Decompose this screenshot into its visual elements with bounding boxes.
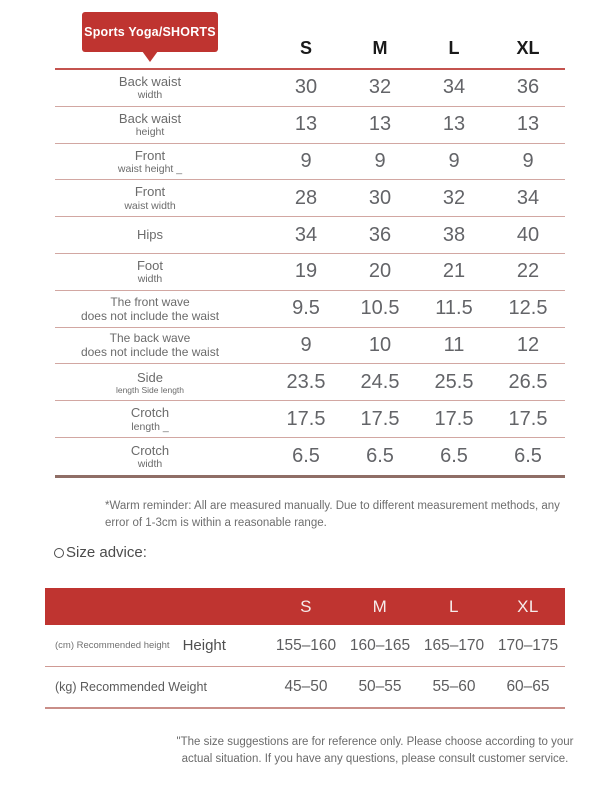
size-table-row — [55, 217, 565, 254]
value-cell: 13 — [368, 113, 392, 136]
size-columns — [269, 38, 565, 59]
measure-label-line2: waist height _ — [117, 162, 183, 175]
value-cell: 6.5 — [292, 444, 320, 467]
value-cell: 13 — [294, 113, 318, 136]
value-cell: 45–50 — [284, 678, 328, 695]
measure-label-line2: does not include the waist — [80, 308, 220, 323]
size-table-row — [55, 180, 565, 217]
value-cell: 11.5 — [435, 297, 473, 320]
value-cell: 34 — [442, 76, 466, 99]
measure-values — [269, 334, 565, 357]
advice-label — [45, 680, 269, 694]
advice-row — [45, 625, 565, 667]
size-table-row — [55, 364, 565, 401]
measure-values — [269, 150, 565, 173]
value-cell: 40 — [516, 223, 540, 246]
measure-label — [55, 184, 269, 212]
measure-values — [269, 408, 565, 431]
measure-label-line1: Front — [134, 147, 166, 163]
value-cell: 23.5 — [286, 370, 326, 393]
advice-column-header: L — [449, 596, 459, 616]
value-cell: 19 — [294, 260, 318, 283]
measure-label-line2: length _ — [131, 420, 169, 433]
product-tag — [82, 12, 218, 52]
value-cell: 6.5 — [366, 444, 394, 467]
circle-icon — [54, 548, 64, 558]
value-cell: 6.5 — [514, 444, 542, 467]
measure-label-line1: Back waist — [118, 110, 182, 126]
value-cell: 30 — [294, 76, 318, 99]
value-cell: 155–160 — [275, 636, 337, 654]
measure-label-line1: Front — [134, 184, 166, 200]
measure-label-line1: Crotch — [130, 442, 170, 458]
measure-label-line1: Back waist — [118, 74, 182, 90]
measure-label — [55, 148, 269, 176]
value-cell: 50–55 — [358, 678, 402, 695]
measure-label — [55, 405, 269, 433]
product-tag-label: Sports Yoga/SHORTS — [84, 25, 216, 39]
value-cell: 22 — [516, 260, 540, 283]
value-cell: 9 — [522, 149, 534, 172]
measure-label-line2: does not include the waist — [80, 345, 220, 360]
value-cell: 9 — [374, 149, 386, 172]
measure-label-line2: waist width — [124, 199, 176, 212]
value-cell: 160–165 — [349, 636, 411, 654]
value-cell: 170–175 — [497, 636, 559, 654]
value-cell: 24.5 — [360, 370, 400, 393]
measure-label-line2: height — [135, 126, 165, 139]
value-cell: 9 — [448, 149, 460, 172]
measure-label — [55, 331, 269, 359]
size-table-row — [55, 144, 565, 181]
measure-values — [269, 445, 565, 468]
measure-label — [55, 258, 269, 286]
measure-values — [269, 371, 565, 394]
advice-row — [45, 667, 565, 709]
measure-label — [55, 295, 269, 323]
value-cell: 17.5 — [360, 407, 400, 430]
value-cell: 20 — [368, 260, 392, 283]
measure-label-line1: Crotch — [130, 405, 170, 421]
value-cell: 55–60 — [432, 678, 476, 695]
measure-values — [269, 187, 565, 210]
advice-column-header: S — [300, 596, 312, 616]
measure-label — [55, 111, 269, 139]
measure-label-line2: width — [137, 89, 163, 102]
value-cell: 9 — [300, 149, 312, 172]
value-cell: 32 — [442, 186, 466, 209]
size-advice-header — [45, 588, 565, 625]
measure-label-line1: The back wave — [109, 331, 191, 346]
value-cell: 165–170 — [423, 636, 485, 654]
advice-unit-label: (kg) Recommended Weight — [55, 680, 207, 694]
value-cell: 17.5 — [508, 407, 548, 430]
size-column-header: L — [448, 38, 460, 58]
advice-columns — [269, 597, 565, 617]
size-advice-note: "The size suggestions are for reference only. Please choose according to your actual situation. If you have any questions, please consult customer service. — [176, 735, 574, 765]
size-table-row — [55, 70, 565, 107]
measure-label-line2: length Side length — [115, 384, 185, 395]
value-cell: 13 — [442, 113, 466, 136]
measure-label — [55, 443, 269, 471]
measure-label-line1: Foot — [136, 258, 163, 274]
measure-values — [269, 260, 565, 283]
value-cell: 34 — [516, 186, 540, 209]
value-cell: 11 — [443, 333, 465, 356]
value-cell: 17.5 — [434, 407, 474, 430]
size-table-body — [55, 70, 565, 478]
value-cell: 12.5 — [508, 297, 548, 320]
measure-values — [269, 76, 565, 99]
size-table-row — [55, 107, 565, 144]
value-cell: 12 — [516, 333, 540, 356]
size-column-header: M — [372, 38, 388, 58]
size-table-row — [55, 401, 565, 438]
size-table — [55, 0, 565, 478]
size-advice-title — [54, 544, 147, 561]
value-cell: 13 — [516, 113, 540, 136]
advice-name: Height — [182, 637, 226, 654]
measure-label-line1: The front wave — [110, 294, 190, 309]
value-cell: 28 — [294, 186, 318, 209]
measure-label — [55, 370, 269, 395]
value-cell: 36 — [516, 76, 540, 99]
size-advice-body — [45, 625, 565, 709]
value-cell: 17.5 — [286, 407, 326, 430]
value-cell: 21 — [442, 260, 466, 283]
value-cell: 38 — [442, 223, 466, 246]
advice-column-header: XL — [517, 596, 539, 616]
value-cell: 60–65 — [506, 678, 550, 695]
measure-label — [55, 227, 269, 242]
value-cell: 9.5 — [292, 297, 320, 320]
size-column-header: XL — [516, 38, 540, 58]
value-cell: 9 — [300, 333, 312, 356]
value-cell: 25.5 — [434, 370, 474, 393]
measure-label-line2: width — [137, 457, 163, 470]
measure-values — [269, 297, 565, 320]
size-advice-title-label: Size advice: — [66, 544, 147, 561]
measure-values — [269, 113, 565, 136]
value-cell: 26.5 — [508, 370, 548, 393]
measure-values — [269, 224, 565, 247]
value-cell: 10.5 — [360, 297, 400, 320]
size-column-header: S — [299, 38, 312, 58]
size-table-row — [55, 438, 565, 475]
value-cell: 6.5 — [440, 444, 468, 467]
size-table-row — [55, 328, 565, 365]
value-cell: 32 — [368, 76, 392, 99]
value-cell: 36 — [368, 223, 392, 246]
size-advice-table — [45, 588, 565, 709]
value-cell: 30 — [368, 186, 392, 209]
advice-values — [269, 637, 565, 655]
size-table-row — [55, 291, 565, 328]
value-cell: 10 — [368, 333, 392, 356]
measure-label-line1: Side — [136, 369, 164, 385]
measure-label — [55, 74, 269, 102]
size-table-row — [55, 254, 565, 291]
advice-unit-label: (cm) Recommended height — [55, 640, 170, 651]
measure-label-line2: width — [137, 273, 163, 286]
value-cell: 34 — [294, 223, 318, 246]
advice-label — [45, 637, 269, 654]
advice-column-header: M — [372, 596, 388, 616]
measure-label-line1: Hips — [136, 227, 163, 243]
warm-reminder-note: *Warm reminder: All are measured manually. Due to different measurement methods, any error of 1-3cm is within a reasonable range. — [105, 499, 560, 530]
advice-values — [269, 678, 565, 696]
tag-pointer-icon — [142, 51, 158, 62]
